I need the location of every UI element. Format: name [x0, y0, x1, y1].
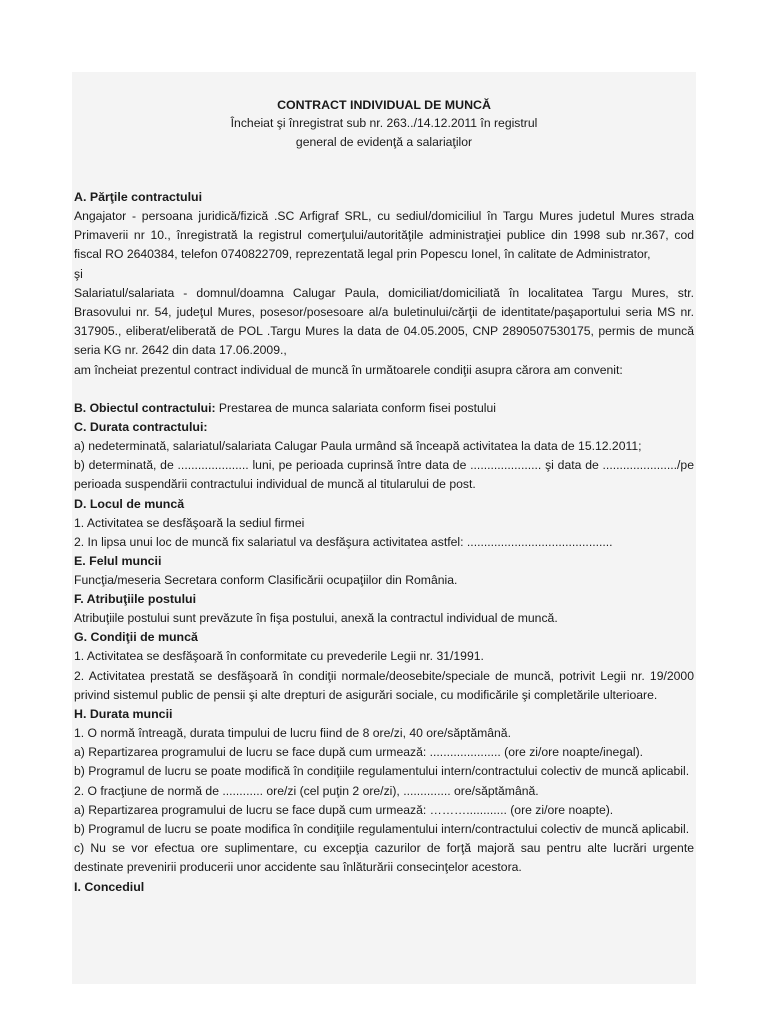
section-g-2: 2. Activitatea prestată se desfăşoară în condiţii normale/deosebite/speciale de muncă, potrivit Legii nr. 19/2000 privind sistemul public de pensii şi alte drepturi de asigurări sociale, cu modificările şi completările ulterioare.	[74, 668, 694, 702]
section-e-text: Funcţia/meseria Secretara conform Clasificării ocupaţiilor din România.	[74, 573, 458, 588]
section-d-2: 2. In lipsa unui loc de muncă fix salariatul va desfăşura activitatea astfel: ...........................................	[74, 534, 613, 549]
section-f-text: Atribuţiile postului sunt prevăzute în fişa postului, anexă la contractul individual de muncă.	[74, 611, 558, 626]
section-c-b: b) determinată, de ..................... luni, pe perioada cuprinsă între data de ..................... şi data de ....................../pe perioada suspendării contractului individual de muncă al titularului de post.	[74, 458, 694, 492]
section-h-2a: a) Repartizarea programului de lucru se face după cum urmează: ………............ (ore zi/ore noapte).	[74, 802, 614, 817]
section-g-1: 1. Activitatea se desfăşoară în conformitate cu prevederile Legii nr. 31/1991.	[74, 649, 484, 664]
section-c-a: a) nedeterminată, salariatul/salariata Calugar Paula urmând să înceapă activitatea la data de 15.12.2011;	[74, 439, 642, 454]
registry-line: general de evidenţă a salariaţilor	[295, 135, 473, 149]
document-title: CONTRACT INDIVIDUAL DE MUNCĂ	[277, 98, 491, 112]
registration-line: Încheiat şi înregistrat sub nr. 263../14.12.2011 în registrul	[230, 116, 538, 130]
document-content	[72, 72, 696, 897]
section-c-heading: C. Durata contractului:	[74, 420, 208, 435]
section-d-heading: D. Locul de muncă	[74, 496, 185, 511]
section-b-text: Prestarea de munca salariata conform fisei postului	[215, 400, 496, 415]
section-f-heading: F. Atribuţiile postului	[74, 592, 197, 607]
conjunction-line: şi	[74, 266, 83, 281]
section-e-heading: E. Felul muncii	[74, 554, 162, 569]
employee-paragraph: Salariatul/salariata - domnul/doamna Calugar Paula, domiciliat/domiciliată în localitatea Targu Mures, str. Brasovului nr. 54, judeţul Mures, posesor/posesoare al/a buletinului/cărţii de identitate/paşaportului seria MS nr. 317905., eliberat/eliberată de POL .Targu Mures la data de 04.05.2005, CNP 2890507530175, permis de muncă seria KG nr. 2642 din data 17.06.2009.,	[74, 285, 694, 358]
section-d-1: 1. Activitatea se desfăşoară la sediul firmei	[74, 515, 305, 530]
section-b	[74, 399, 694, 418]
agreement-line: am încheiat prezentul contract individual de muncă în următoarele condiţii asupra cărora am convenit:	[74, 362, 623, 377]
document-page	[72, 72, 696, 984]
section-h-1a: a) Repartizarea programului de lucru se face după cum urmează: ..................... (ore zi/ore noapte/inegal).	[74, 745, 644, 760]
section-h-2c: c) Nu se vor efectua ore suplimentare, cu excepţia cazurilor de forţă majoră sau pentru alte lucrări urgente destinate prevenirii producerii unor accidente sau înlăturării consecinţelor acestora.	[74, 841, 694, 875]
section-h-2: 2. O fracţiune de normă de ............ ore/zi (cel puţin 2 ore/zi), .............. ore/săptămână.	[74, 783, 539, 798]
section-h-1: 1. O normă întreagă, durata timpului de lucru fiind de 8 ore/zi, 40 ore/săptămână.	[74, 726, 511, 741]
section-h-2b: b) Programul de lucru se poate modifica în condiţiile regulamentului intern/contractului colectiv de muncă aplicabil.	[74, 822, 690, 837]
section-a-heading: A. Părţile contractului	[74, 190, 203, 204]
section-h-heading: H. Durata muncii	[74, 707, 173, 722]
section-i-heading: I. Concediul	[74, 879, 145, 894]
section-h-1b: b) Programul de lucru se poate modifică în condiţiile regulamentului intern/contractului colectiv de muncă aplicabil.	[74, 764, 690, 779]
section-b-heading: B. Obiectul contractului:	[74, 400, 216, 415]
employer-paragraph: Angajator - persoana juridică/fizică .SC Arfigraf SRL, cu sediul/domiciliul în Targu Mures judetul Mures strada Primaverii nr 10., înregistrată la registrul comerţului/autorităţile administraţiei publice din 1998 sub nr.367, cod fiscal RO 2640384, telefon 0740822709, reprezentată legal prin Popescu Ionel, în calitate de Administrator,	[74, 209, 694, 262]
section-g-heading: G. Condiţii de muncă	[74, 630, 198, 645]
